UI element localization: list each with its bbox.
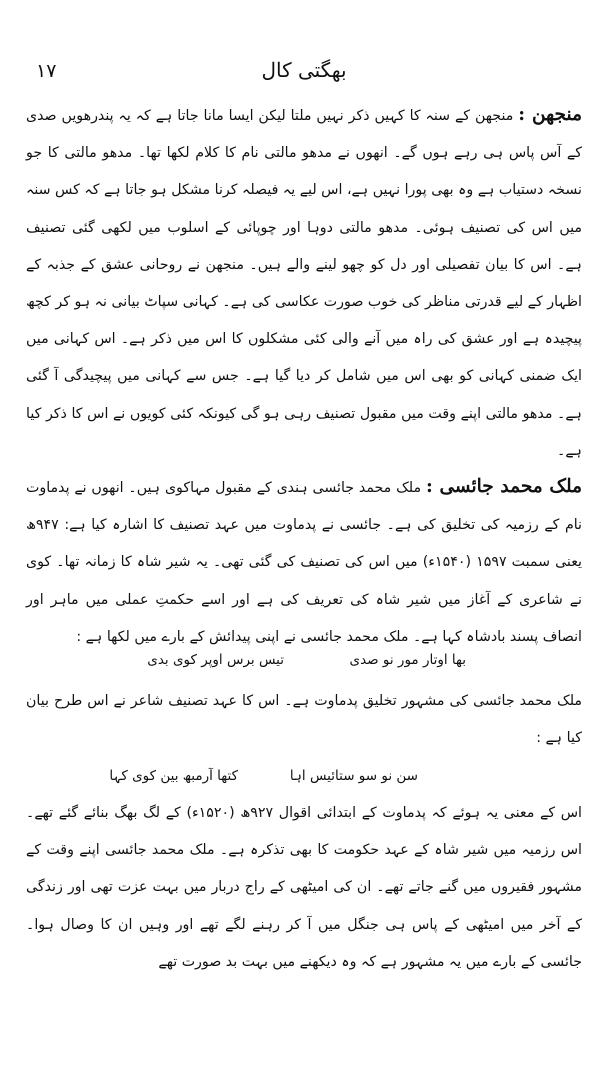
padmavat-text: ملک محمد جائسی کی مشہور تخلیق پدماوت ہے۔ اس کا عہد تصنیف شاعر نے اس طرح بیان کیا ہے :: [26, 693, 582, 747]
padmavat-paragraph: [26, 683, 582, 757]
manjhan-heading: منجھن :: [518, 104, 582, 125]
verse-1-line-b: تیس برس اوپر کوی بدی: [147, 652, 284, 668]
closing-text: اس کے معنی یہ ہوئے کہ پدماوت کے ابتدائی اقوال ۹۲۷ھ (۱۵۲۰ء) کے لگ بھگ بنائے گئے تھے۔ اس رزمیہ میں شیر شاہ کے عہد حکومت کا بھی تذکرہ ہے۔ ملک محمد جائسی اپنے وقت کے مشہور فقیروں میں گنے جاتے تھے۔ ان کی امیٹھی کے راج دربار میں بہت عزت تھی اور زندگی کے آخر میں امیٹھی کے پاس ہی جنگل میں آ کر رہنے لگے تھے اور وہیں ان کا وصال ہوا۔ جائسی کے بارے میں یہ مشہور ہے کہ وہ دیکھنے میں بہت بد صورت تھے: [26, 805, 582, 970]
page-number: ۱۷: [36, 60, 57, 82]
manjhan-text: منجھن کے سنہ کا کہیں ذکر نہیں ملتا لیکن ایسا مانا جاتا ہے کہ یہ پندرھویں صدی کے آس پاس ہی رہے ہوں گے۔ انھوں نے مدھو مالتی نام کا کلام لکھا تھا۔ مدھو مالتی کا جو نسخہ دستیاب ہے وہ بھی پورا نہیں ہے، اس لیے یہ فیصلہ کرنا مشکل ہو جاتا ہے کہ کس سنہ میں اس کی تصنیف ہوئی۔ مدھو مالتی دوہا اور چوپائی کے اسلوب میں لکھی گئی تصنیف ہے۔ اس کا بیان تفصیلی اور دل کو چھو لینے والے ہیں۔ منجھن نے روحانی عشق کے جذبہ کے اظہار کے لیے قدرتی مناظر کی خوب صورت عکاسی کی ہے۔ کہانی سپاٹ بیانی نہ ہو کر کچھ پیچیدہ ہے اور عشق کی راہ میں آنے والی کئی مشکلوں کا اس میں ذکر ہے۔ اس کہانی میں ایک ضمنی کہانی کو بھی اس میں شامل کر دیا گیا ہے۔ جس سے کہانی میں پیچیدگی آ گئی ہے۔ مدھو مالتی اپنے وقت میں مقبول تصنیف رہی ہو گی کیونکہ کئی کویوں نے اس کا ذکر کیا ہے۔: [26, 108, 582, 459]
jaisi-heading: ملک محمد جائسی :: [425, 476, 583, 497]
closing-paragraph: [26, 795, 582, 981]
jaisi-text: ملک محمد جائسی ہندی کے مقبول مہاکوی ہیں۔ انھوں نے پدماوت نام کے رزمیہ کی تخلیق کی ہے۔ جائسی نے پدماوت میں عہد تصنیف کا اشارہ کیا ہے: ۹۴۷ھ یعنی سمبت ۱۵۹۷ (۱۵۴۰ء) میں اس کی تصنیف کی گئی تھی۔ یہ شیر شاہ کا زمانہ تھا۔ کوی نے شاعری کے آغاز میں شیر شاہ کی تعریف کی ہے اور اسے حکمتِ عملی میں ماہر اور انصاف پسند بادشاہ کہا ہے۔ ملک محمد جائسی نے اپنی پیدائش کے بارے میں لکھا ہے :: [26, 480, 582, 645]
verse-2-line-a: سن نو سو ستائیس اہا: [289, 768, 418, 784]
page-header: [28, 58, 580, 88]
verse-2-line-b: کتھا آرمبھ بین کوی کہا: [109, 768, 238, 784]
manjhan-paragraph: [26, 96, 582, 470]
jaisi-paragraph: [26, 468, 582, 656]
verse-1-line-a: بھا اوتار مور نو صدی: [349, 652, 466, 668]
running-title: بھگتی کال: [261, 58, 347, 82]
